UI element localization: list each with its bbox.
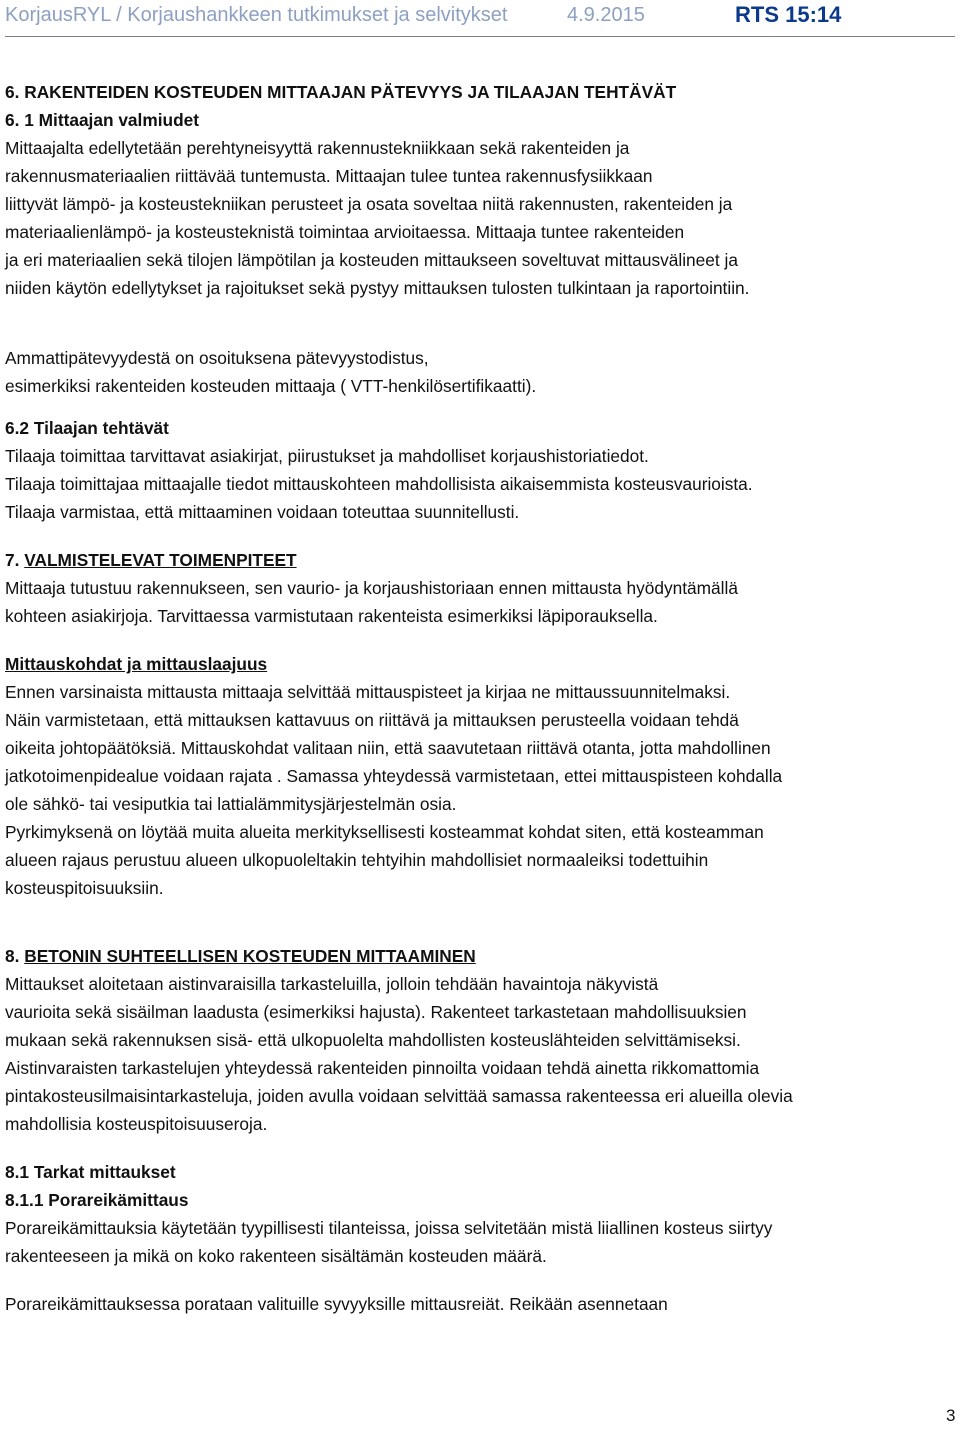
section-6-heading: 6. RAKENTEIDEN KOSTEUDEN MITTAAJAN PÄTEVYYS JA TILAAJAN TEHTÄVÄT [5,82,677,102]
header-divider [5,36,955,37]
paragraph-line: Mittaukset aloitetaan aistinvaraisilla tarkasteluilla, jolloin tehdään havaintoja näkyvistä [5,974,659,994]
paragraph-line: rakennusmateriaalien riittävää tuntemusta. Mittaajan tulee tuntea rakennusfysiikkaan [5,166,653,186]
paragraph-line: kohteen asiakirjoja. Tarvittaessa varmistutaan rakenteista esimerkiksi läpiporauksella. [5,606,658,626]
paragraph-line: materiaalienlämpö- ja kosteusteknistä toimintaa arvioitaessa. Mittaaja tuntee rakenteiden [5,222,685,242]
paragraph-line: Mittaaja tutustuu rakennukseen, sen vaurio- ja korjaushistoriaan ennen mittausta hyödyntämällä [5,578,738,598]
paragraph-line: Ammattipätevyydestä on osoituksena pätevyystodistus, [5,348,429,368]
section-6-1-heading: 6. 1 Mittaajan valmiudet [5,110,199,130]
paragraph-line: oikeita johtopäätöksiä. Mittauskohdat valitaan niin, että saavutetaan riittävä otanta, jotta mahdollinen [5,738,771,758]
paragraph-line: alueen rajaus perustuu alueen ulkopuoleltakin tehtyihin mahdollisiet normaaleiksi todettuihin [5,850,709,870]
section-8-1-heading: 8.1 Tarkat mittaukset [5,1162,176,1182]
paragraph-line: mukaan sekä rakennuksen sisä- että ulkopuolelta mahdollisten kosteuslähteiden selvittämiseksi. [5,1030,741,1050]
paragraph-line: Tilaaja varmistaa, että mittaaminen voidaan toteuttaa suunnitellusti. [5,502,520,522]
paragraph-line: Tilaaja toimittaa tarvittavat asiakirjat, piirustukset ja mahdolliset korjaushistoriatiedot. [5,446,649,466]
header-date: 4.9.2015 [567,4,645,26]
paragraph-line: ja eri materiaalien sekä tilojen lämpötilan ja kosteuden mittaukseen soveltuvat mittausvälineet ja [5,250,738,270]
section-8-1-1-heading: 8.1.1 Porareikämittaus [5,1190,189,1210]
paragraph-line: kosteuspitoisuuksiin. [5,878,164,898]
paragraph-line: mahdollisia kosteuspitoisuuseroja. [5,1114,268,1134]
paragraph-line: Porareikämittauksia käytetään tyypillisesti tilanteissa, joissa selvitetään mistä liiallinen kosteus siirtyy [5,1218,773,1238]
paragraph-line: ole sähkö- tai vesiputkia tai lattialämmitysjärjestelmän osia. [5,794,457,814]
paragraph-line: jatkotoimenpidealue voidaan rajata . Samassa yhteydessä varmistetaan, ettei mittauspisteen kohdalla [5,766,783,786]
header-title: KorjausRYL / Korjaushankkeen tutkimukset ja selvitykset [5,4,508,26]
paragraph-line: Aistinvaraisten tarkastelujen yhteydessä rakenteiden pinnoilta voidaan tehdä ainetta rikkomattomia [5,1058,760,1078]
paragraph-line: esimerkiksi rakenteiden kosteuden mittaaja ( VTT-henkilösertifikaatti). [5,376,537,396]
paragraph-line: rakenteeseen ja mikä on koko rakenteen sisältämän kosteuden määrä. [5,1246,547,1266]
paragraph-line: Porareikämittauksessa porataan valituille syvyyksille mittausreiät. Reikään asennetaan [5,1294,668,1314]
paragraph-line: Tilaaja toimittajaa mittaajalle tiedot mittauskohteen mahdollisista aikaisemmista kosteusvaurioista. [5,474,753,494]
paragraph-line: Ennen varsinaista mittausta mittaaja selvittää mittauspisteet ja kirjaa ne mittaussuunnitelmaksi. [5,682,731,702]
paragraph-line: liittyvät lämpö- ja kosteustekniikan perusteet ja osata soveltaa niitä rakennusten, rakenteiden ja [5,194,733,214]
paragraph-line: pintakosteusilmaisintarkasteluja, joiden avulla voidaan selvittää samassa rakenteessa eri alueilla olevia [5,1086,793,1106]
paragraph-line: Näin varmistetaan, että mittauksen kattavuus on riittävä ja mittauksen perusteella voidaan tehdä [5,710,739,730]
section-6-2-heading: 6.2 Tilaajan tehtävät [5,418,169,438]
page-number: 3 [946,1406,956,1425]
section-8-heading: 8. BETONIN SUHTEELLISEN KOSTEUDEN MITTAAMINEN [5,946,476,966]
paragraph-line: niiden käytön edellytykset ja rajoitukset sekä pystyy mittauksen tulosten tulkintaan ja raportointiin. [5,278,750,298]
header-code: RTS 15:14 [735,2,842,27]
paragraph-line: Pyrkimyksenä on löytää muita alueita merkityksellisesti kosteammat kohdat siten, että kosteamman [5,822,764,842]
paragraph-line: vaurioita sekä sisäilman laadusta (esimerkiksi hajusta). Rakenteet tarkastetaan mahdollisuuksien [5,1002,747,1022]
document-body [5,78,955,1318]
paragraph-line: Mittaajalta edellytetään perehtyneisyyttä rakennustekniikkaan sekä rakenteiden ja [5,138,630,158]
section-7-heading: 7. VALMISTELEVAT TOIMENPITEET [5,550,297,570]
section-7-subheading: Mittauskohdat ja mittauslaajuus [5,654,268,674]
running-header [5,0,955,30]
